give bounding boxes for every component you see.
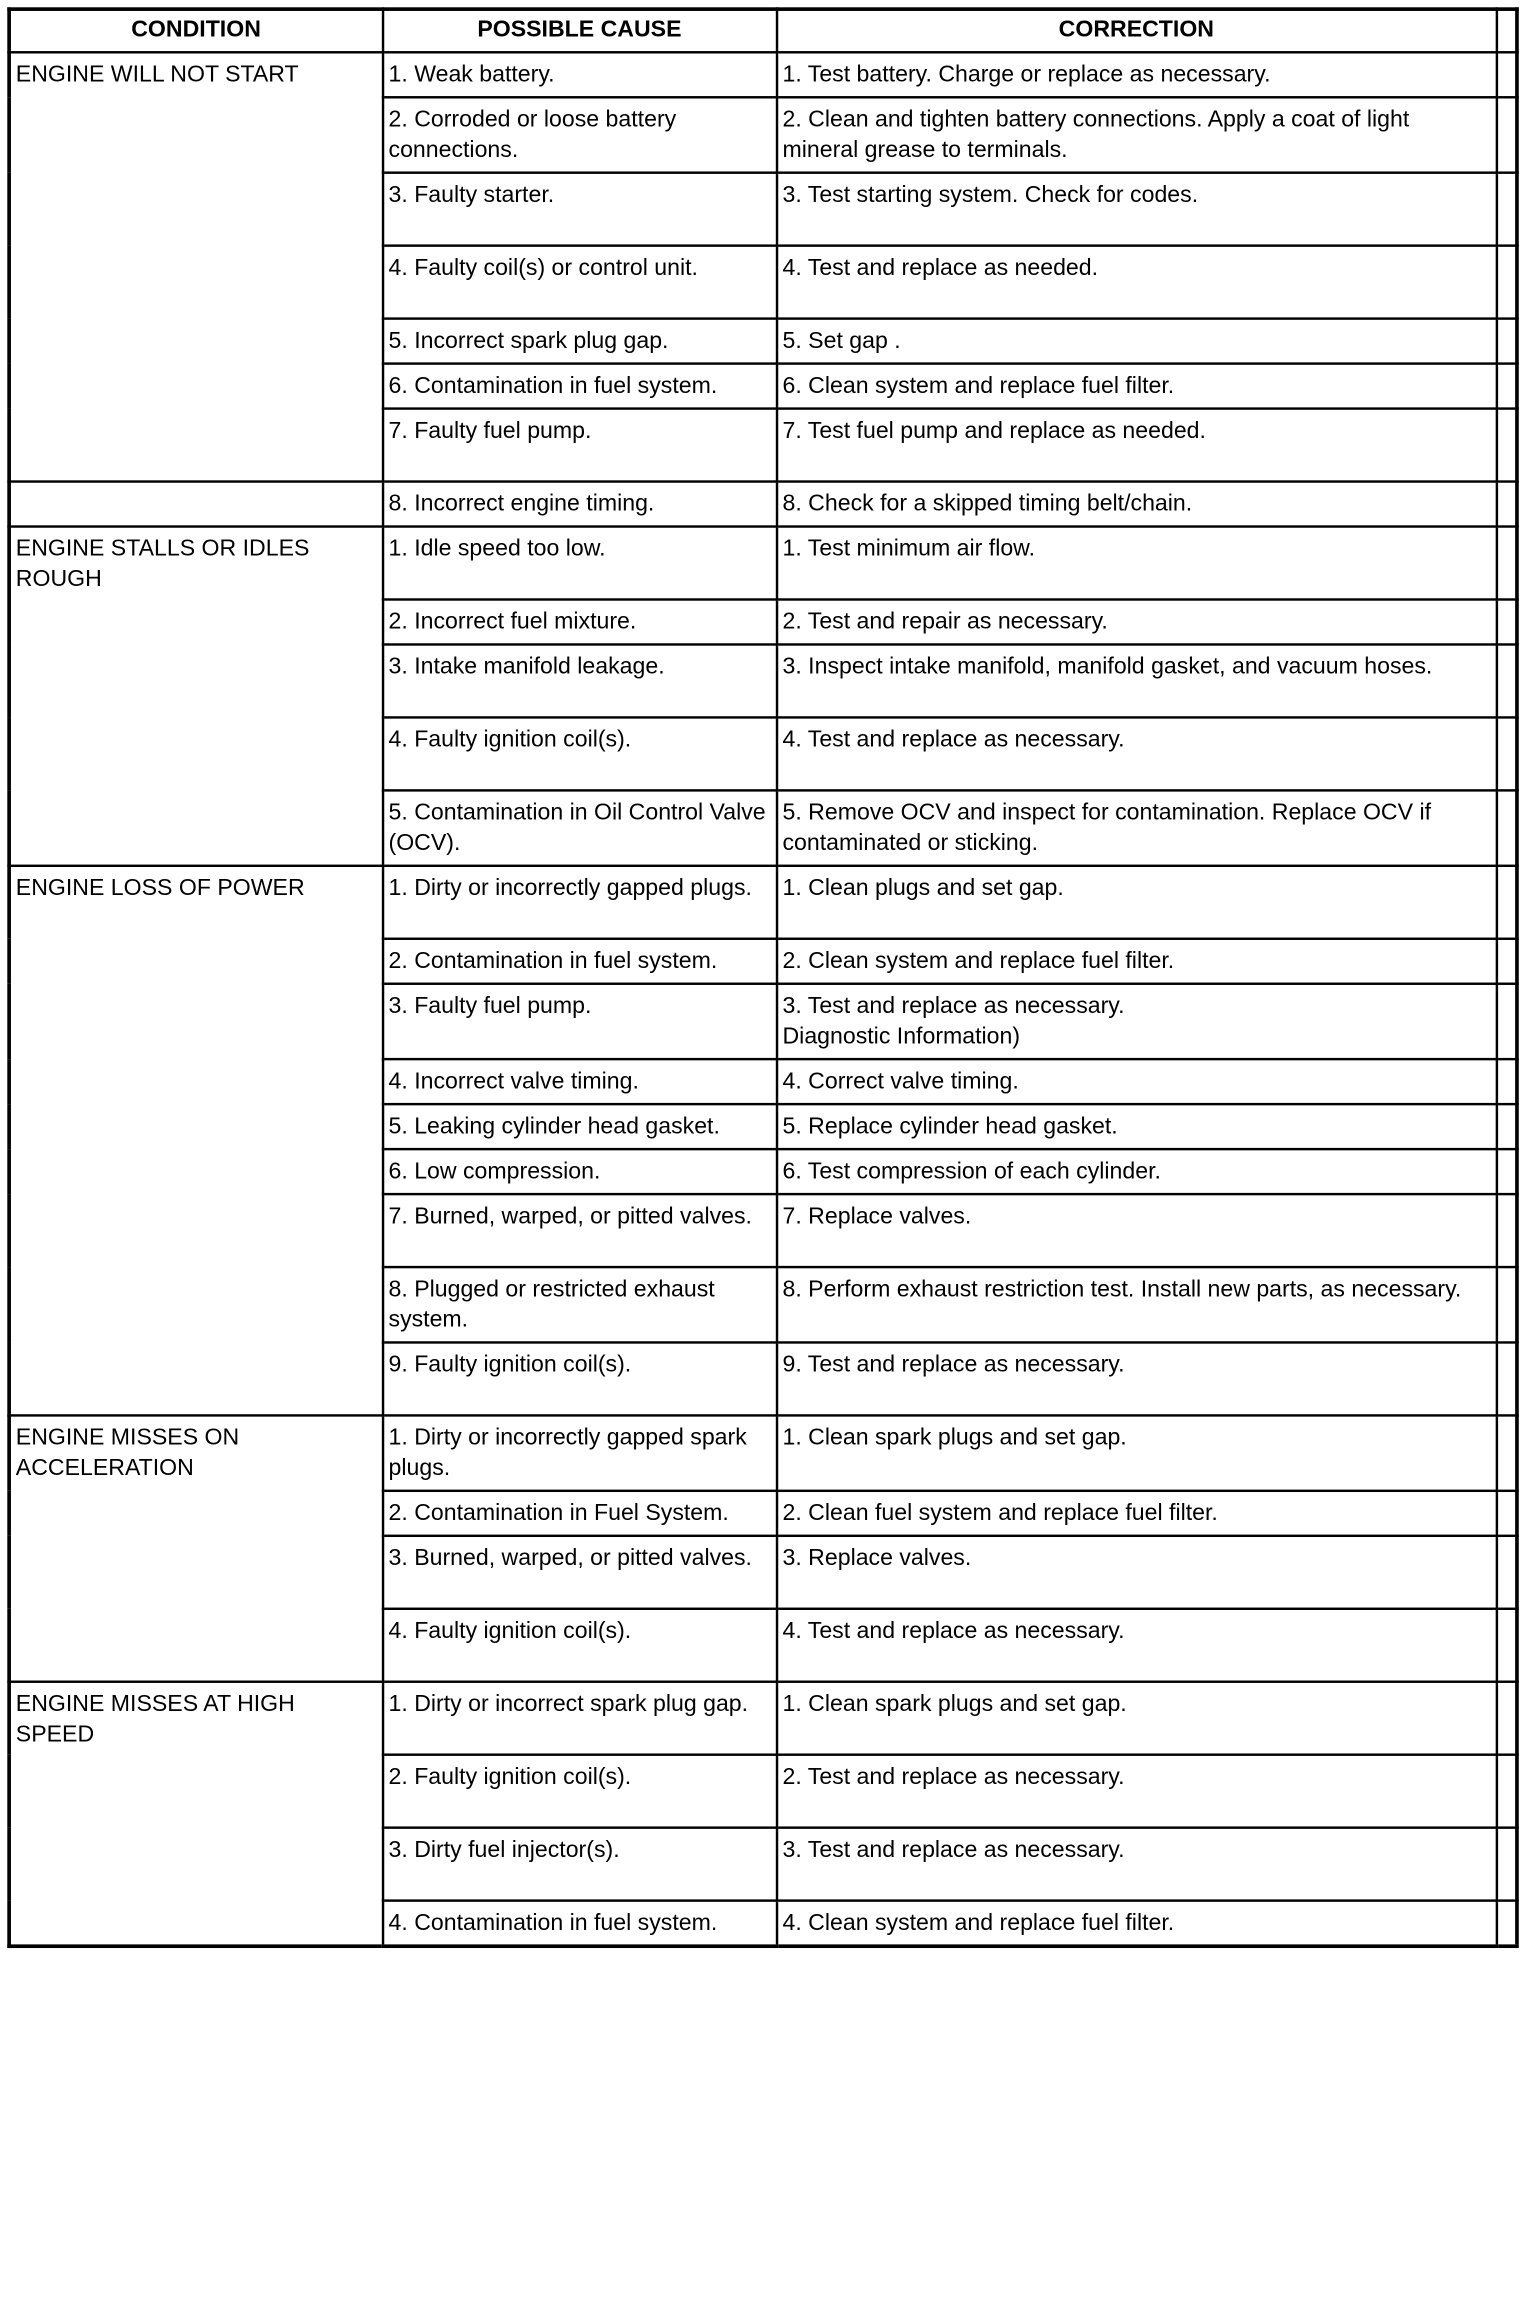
- cause-cell: 3. Faulty fuel pump.: [382, 983, 776, 1058]
- edge-cell: [1496, 1415, 1517, 1490]
- correction-line: Diagnostic Information): [782, 1023, 1021, 1049]
- correction-cell: 4. Test and replace as necessary.: [776, 1608, 1496, 1681]
- edge-cell: [1496, 1535, 1517, 1608]
- edge-cell: [1496, 1754, 1517, 1827]
- edge-cell: [1496, 172, 1517, 245]
- table-row: [9, 865, 1517, 938]
- condition-cell: ENGINE LOSS OF POWER: [9, 865, 382, 1415]
- condition-cell: ENGINE MISSES AT HIGH SPEED: [9, 1681, 382, 1945]
- correction-cell: 1. Test battery. Charge or replace as necessary.: [776, 52, 1496, 97]
- cause-cell: 1. Idle speed too low.: [382, 526, 776, 599]
- edge-cell: [1496, 599, 1517, 644]
- header-cause: POSSIBLE CAUSE: [382, 9, 776, 52]
- cause-cell: 8. Incorrect engine timing.: [382, 481, 776, 526]
- cause-cell: 3. Intake manifold leakage.: [382, 644, 776, 717]
- edge-cell: [1496, 1900, 1517, 1946]
- cause-cell: 1. Dirty or incorrect spark plug gap.: [382, 1681, 776, 1754]
- edge-cell: [1496, 1827, 1517, 1900]
- edge-cell: [1496, 245, 1517, 318]
- condition-cell: [9, 481, 382, 526]
- cause-cell: 3. Dirty fuel injector(s).: [382, 1827, 776, 1900]
- correction-cell: 6. Test compression of each cylinder.: [776, 1149, 1496, 1194]
- correction-cell: 2. Clean fuel system and replace fuel filter.: [776, 1490, 1496, 1535]
- cause-cell: 5. Incorrect spark plug gap.: [382, 318, 776, 363]
- edge-cell: [1496, 1266, 1517, 1341]
- correction-cell: 5. Remove OCV and inspect for contamination. Replace OCV if contaminated or sticking.: [776, 790, 1496, 865]
- table-row: [9, 52, 1517, 97]
- table-row: [9, 526, 1517, 599]
- edge-cell: [1496, 363, 1517, 408]
- correction-cell: 1. Clean spark plugs and set gap.: [776, 1681, 1496, 1754]
- header-row: [9, 9, 1517, 52]
- cause-cell: 4. Faulty coil(s) or control unit.: [382, 245, 776, 318]
- condition-cell: ENGINE WILL NOT START: [9, 52, 382, 481]
- edge-cell: [1496, 9, 1517, 52]
- correction-cell: 9. Test and replace as necessary.: [776, 1342, 1496, 1415]
- cause-cell: 4. Faulty ignition coil(s).: [382, 717, 776, 790]
- cause-cell: 7. Faulty fuel pump.: [382, 408, 776, 481]
- edge-cell: [1496, 790, 1517, 865]
- correction-cell: 7. Replace valves.: [776, 1194, 1496, 1267]
- edge-cell: [1496, 1059, 1517, 1104]
- cause-cell: 3. Burned, warped, or pitted valves.: [382, 1535, 776, 1608]
- correction-cell: 8. Check for a skipped timing belt/chain.: [776, 481, 1496, 526]
- condition-cell: ENGINE MISSES ON ACCELERATION: [9, 1415, 382, 1681]
- cause-cell: 2. Incorrect fuel mixture.: [382, 599, 776, 644]
- edge-cell: [1496, 983, 1517, 1058]
- correction-cell: 4. Clean system and replace fuel filter.: [776, 1900, 1496, 1946]
- cause-cell: 5. Leaking cylinder head gasket.: [382, 1104, 776, 1149]
- correction-cell: 1. Test minimum air flow.: [776, 526, 1496, 599]
- diagnosis-table: [7, 7, 1518, 1947]
- correction-cell: 2. Test and replace as necessary.: [776, 1754, 1496, 1827]
- table-row: [9, 1415, 1517, 1490]
- cause-cell: 6. Contamination in fuel system.: [382, 363, 776, 408]
- edge-cell: [1496, 481, 1517, 526]
- cause-cell: 2. Contamination in fuel system.: [382, 938, 776, 983]
- cause-cell: 3. Faulty starter.: [382, 172, 776, 245]
- correction-cell: 5. Replace cylinder head gasket.: [776, 1104, 1496, 1149]
- header-correction: CORRECTION: [776, 9, 1496, 52]
- cause-cell: 5. Contamination in Oil Control Valve (OCV).: [382, 790, 776, 865]
- table-row: [9, 481, 1517, 526]
- edge-cell: [1496, 644, 1517, 717]
- cause-cell: 2. Faulty ignition coil(s).: [382, 1754, 776, 1827]
- correction-cell: 2. Test and repair as necessary.: [776, 599, 1496, 644]
- edge-cell: [1496, 717, 1517, 790]
- correction-cell: 5. Set gap .: [776, 318, 1496, 363]
- edge-cell: [1496, 1149, 1517, 1194]
- correction-cell: 8. Perform exhaust restriction test. Install new parts, as necessary.: [776, 1266, 1496, 1341]
- correction-cell: 7. Test fuel pump and replace as needed.: [776, 408, 1496, 481]
- edge-cell: [1496, 52, 1517, 97]
- correction-cell: 6. Clean system and replace fuel filter.: [776, 363, 1496, 408]
- correction-cell: 3. Test starting system. Check for codes.: [776, 172, 1496, 245]
- cause-cell: 1. Dirty or incorrectly gapped plugs.: [382, 865, 776, 938]
- correction-cell: 4. Test and replace as necessary.: [776, 717, 1496, 790]
- cause-cell: 7. Burned, warped, or pitted valves.: [382, 1194, 776, 1267]
- header-condition: CONDITION: [9, 9, 382, 52]
- edge-cell: [1496, 938, 1517, 983]
- correction-cell: [776, 983, 1496, 1058]
- cause-cell: 8. Plugged or restricted exhaust system.: [382, 1266, 776, 1341]
- cause-cell: 1. Weak battery.: [382, 52, 776, 97]
- correction-cell: 4. Test and replace as needed.: [776, 245, 1496, 318]
- edge-cell: [1496, 97, 1517, 172]
- edge-cell: [1496, 865, 1517, 938]
- edge-cell: [1496, 1681, 1517, 1754]
- cause-cell: 2. Corroded or loose battery connections.: [382, 97, 776, 172]
- edge-cell: [1496, 1194, 1517, 1267]
- correction-cell: 3. Inspect intake manifold, manifold gasket, and vacuum hoses.: [776, 644, 1496, 717]
- cause-cell: 4. Faulty ignition coil(s).: [382, 1608, 776, 1681]
- correction-line: 3. Test and replace as necessary.: [782, 992, 1125, 1019]
- table-row: [9, 1681, 1517, 1754]
- edge-cell: [1496, 318, 1517, 363]
- edge-cell: [1496, 1490, 1517, 1535]
- edge-cell: [1496, 1342, 1517, 1415]
- cause-cell: 9. Faulty ignition coil(s).: [382, 1342, 776, 1415]
- cause-cell: 1. Dirty or incorrectly gapped spark plugs.: [382, 1415, 776, 1490]
- cause-cell: 4. Contamination in fuel system.: [382, 1900, 776, 1946]
- cause-cell: 2. Contamination in Fuel System.: [382, 1490, 776, 1535]
- correction-cell: 4. Correct valve timing.: [776, 1059, 1496, 1104]
- edge-cell: [1496, 1104, 1517, 1149]
- edge-cell: [1496, 408, 1517, 481]
- correction-cell: 1. Clean spark plugs and set gap.: [776, 1415, 1496, 1490]
- edge-cell: [1496, 1608, 1517, 1681]
- cause-cell: 6. Low compression.: [382, 1149, 776, 1194]
- correction-cell: 2. Clean system and replace fuel filter.: [776, 938, 1496, 983]
- edge-cell: [1496, 526, 1517, 599]
- correction-cell: 3. Replace valves.: [776, 1535, 1496, 1608]
- cause-cell: 4. Incorrect valve timing.: [382, 1059, 776, 1104]
- condition-cell: ENGINE STALLS OR IDLES ROUGH: [9, 526, 382, 865]
- correction-cell: 1. Clean plugs and set gap.: [776, 865, 1496, 938]
- correction-cell: 3. Test and replace as necessary.: [776, 1827, 1496, 1900]
- correction-cell: 2. Clean and tighten battery connections. Apply a coat of light mineral grease to terminals.: [776, 97, 1496, 172]
